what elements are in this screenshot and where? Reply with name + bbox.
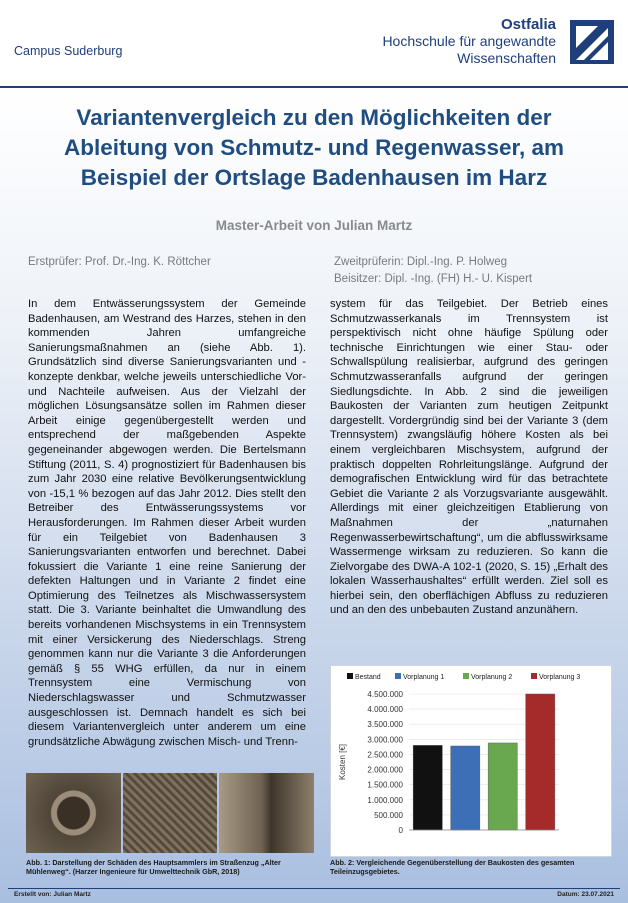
university-name bbox=[382, 16, 556, 67]
title-line-3: Beispiel der Ortslage Badenhausen im Harz bbox=[80, 165, 548, 190]
y-tick-label: 2.500.000 bbox=[367, 750, 403, 760]
y-tick-label: 1.000.000 bbox=[367, 795, 403, 805]
body-text-left: In dem Entwässerungssystem der Gemeinde Badenhausen, am Westrand des Harzes, stehen in den kommenden Jahren umfangreiche Sanierungsmaßnahmen an (siehe Abb. 1). Grundsätzlich sind diverse Sanierungsvarianten und -konzepte denkbar, welche jeweils unterschiedliche Vor- und Nachteile aufweisen. Aus der Vielzahl der möglichen Lösungsansätze sollen im Rahmen dieser Arbeit einige gegenübergestellt werden und entsprechend der maßgebenden Aspekte gegeneinander abgewogen werden. Die Bertelsmann Stiftung (2011, S. 4) prognostiziert für Badenhausen bis zum Jahr 2030 eine relative Bevölkerungsentwicklung von -15,1 % bezogen auf das Jahr 2012. Dies stellt den Betreiber des Entwässerungssystems vor Herausforderungen. Im Rahmen dieser Arbeit wurden für ein Teilgebiet von Badenhausen 3 Sanierungsvarianten entworfen und berechnet. Dabei fokussiert die Variante 1 eine reine Sanierung der defekten Haltungen und in Variante 2 findet eine Optimierung des Teilnetzes als Mischwassersystem statt. Die 3. Variante beinhaltet die Umwandlung des bereits vorhandenen Mischsystems in ein Trennsystem mit einer Versickerung des Niederschlags. Streng genommen kann nur die Variante 3 die Anforderungen gemäß § 55 WHG erfüllen, da nur in einem Trennsystem eine Vermischung von Niederschlagswasser und Schmutzwasser ausgeschlossen ist. Demnach handelt es sich bei diesem Variantenvergleich unter anderem um eine grundsätzliche Abwägung zwischen Misch- und Trenn- bbox=[28, 298, 306, 748]
damage-photos bbox=[26, 773, 314, 853]
brand-name: Ostfalia bbox=[500, 16, 556, 33]
legend-label-2: Vorplanung 1 bbox=[403, 674, 445, 681]
y-axis-label: Kosten [€] bbox=[338, 743, 347, 781]
poster-title bbox=[14, 103, 614, 193]
sewer-photo-1 bbox=[26, 773, 121, 853]
bar-4 bbox=[526, 694, 555, 830]
first-examiner: Erstprüfer: Prof. Dr.-Ing. K. Röttcher bbox=[28, 256, 211, 268]
campus-label: Campus Suderburg bbox=[14, 44, 123, 58]
bar-3 bbox=[488, 743, 517, 830]
bar-2 bbox=[451, 746, 480, 830]
footer-author: Erstellt von: Julian Martz bbox=[14, 891, 91, 898]
y-tick-label: 1.500.000 bbox=[367, 780, 403, 790]
y-tick-label: 3.500.000 bbox=[367, 720, 403, 730]
y-tick-label: 0 bbox=[398, 826, 403, 835]
y-tick-label: 500.000 bbox=[374, 810, 403, 820]
poster-subtitle: Master-Arbeit von Julian Martz bbox=[215, 218, 413, 233]
cost-chart bbox=[330, 665, 612, 857]
title-line-2: Ableitung von Schmutz- und Regenwasser, am bbox=[63, 135, 565, 160]
body-text-right: system für das Teilgebiet. Der Betrieb eines Schmutzwasserkanals im Trennsystem ist perspektivisch nicht ohne häufige Spülung oder technische Einrichtungen wie einer Stau- oder Schwallspülung realisierbar, aufgrund des geringen Schmutzwasseranfalls aufgrund der geringen Siedlungsdichte. In Abb. 2 sind die jeweiligen Baukosten der Varianten zum heutigen Zeitpunkt dargestellt. Vordergründig sind bei der Variante 3 (dem Trennsystem) zwangsläufig höhere Kosten als bei einem vergleichbaren Mischsystem, aufgrund der praktisch doppelten Rohrleitungslänge. Aufgrund der demografischen Entwicklung wird für das betrachtete Gebiet die Variante 2 als Vorzugsvariante ausgewählt. Allerdings mit einer gleichzeitigen Etablierung von Maßnahmen der „naturnahen Regenwasserbewirtschaftung“, um die abflusswirksame Wassermenge wirksam zu reduzieren. So kann die Zielvorgabe des DWA-A 102-1 (2020, S. 15) „Erhalt des lokalen Wasserhaushaltes“ erfüllt werden. Ziel soll es hierbei sein, den oberflächigen Abfluss zu reduzieren und an den des unbebauten Zustand anzunähern. bbox=[330, 298, 608, 617]
cost-chart-svg bbox=[331, 666, 611, 856]
legend-swatch-4 bbox=[531, 673, 537, 679]
figure-1-caption: Abb. 1: Darstellung der Schäden des Hauptsammlers im Straßenzug „Alter Mühlenweg“. (Harzer Ingenieure für Umwelttechnik GbR, 2018) bbox=[26, 858, 281, 876]
bar-1 bbox=[413, 745, 442, 830]
y-tick-label: 3.000.000 bbox=[367, 735, 403, 745]
y-tick-label: 4.500.000 bbox=[367, 690, 403, 699]
legend-swatch-2 bbox=[395, 673, 401, 679]
title-line-1: Variantenvergleich zu den Möglichkeiten der bbox=[76, 105, 552, 130]
figure-2-caption: Abb. 2: Vergleichende Gegenüberstellung der Baukosten des gesamten Teileinzugsgebietes. bbox=[330, 858, 575, 876]
legend-swatch-3 bbox=[463, 673, 469, 679]
footer bbox=[8, 888, 620, 899]
legend-swatch-1 bbox=[347, 673, 353, 679]
footer-date: Datum: 23.07.2021 bbox=[557, 891, 614, 898]
legend-label-1: Bestand bbox=[355, 674, 381, 681]
sewer-photo-3 bbox=[219, 773, 314, 853]
university-line-2: Wissenschaften bbox=[457, 50, 556, 66]
second-examiner: Zweitprüferin: Dipl.-Ing. P. Holweg bbox=[334, 256, 507, 268]
y-tick-label: 4.000.000 bbox=[367, 705, 403, 715]
header-divider bbox=[0, 86, 628, 88]
ostfalia-logo-icon bbox=[568, 18, 616, 66]
assessor: Beisitzer: Dipl. -Ing. (FH) H.- U. Kispert bbox=[334, 273, 533, 285]
sewer-photo-2 bbox=[123, 773, 218, 853]
legend-label-4: Vorplanung 3 bbox=[539, 674, 581, 681]
university-line-1: Hochschule für angewandte bbox=[382, 33, 556, 49]
legend-label-3: Vorplanung 2 bbox=[471, 674, 513, 681]
y-tick-label: 2.000.000 bbox=[367, 765, 403, 775]
